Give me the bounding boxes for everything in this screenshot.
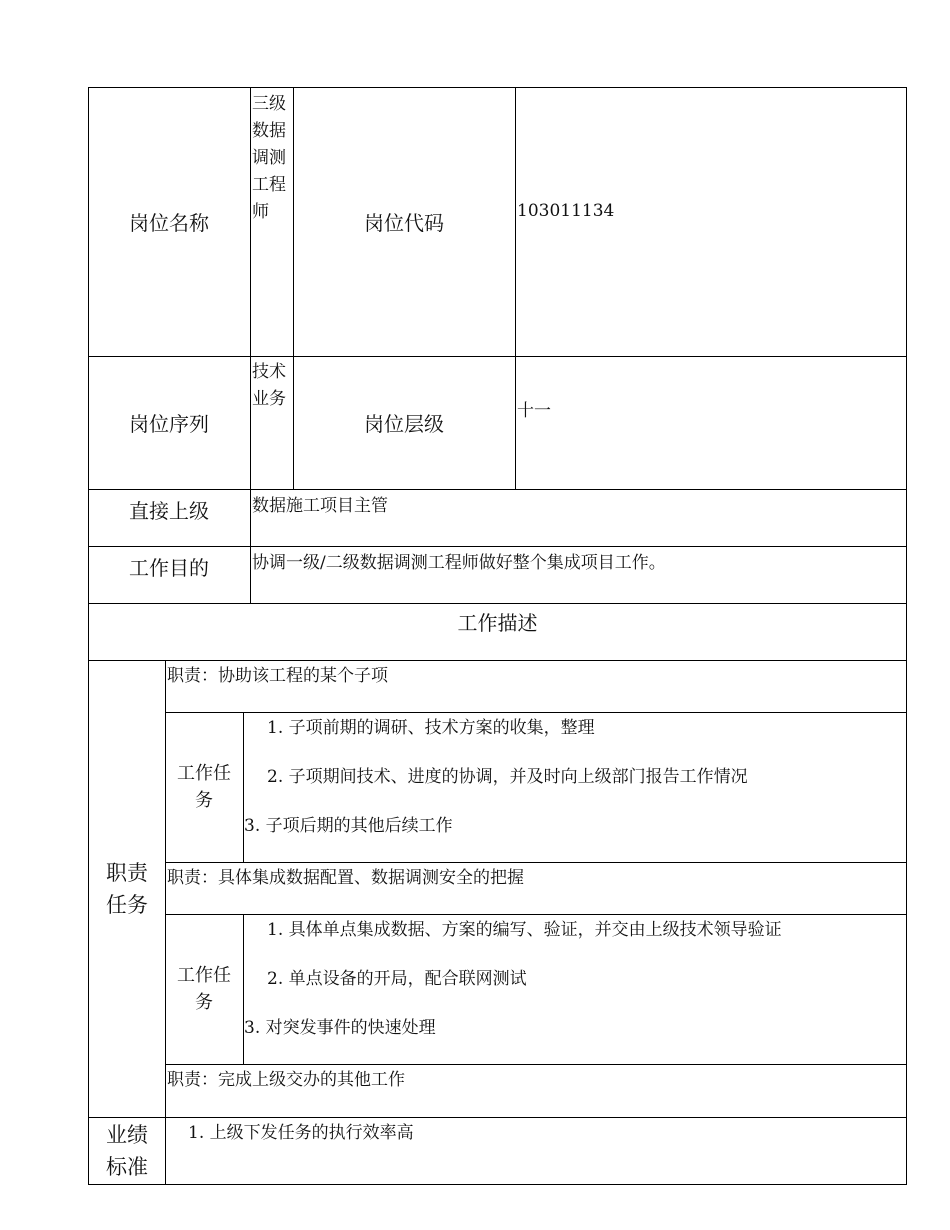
table-border-bottom xyxy=(88,1184,907,1185)
performance-label: 业绩标准 xyxy=(106,1122,148,1179)
col-divider xyxy=(165,660,166,1185)
row-divider xyxy=(88,1117,907,1118)
position-name-value: 三级数据调测工程师 xyxy=(252,94,286,222)
purpose-value: 协调一级/二级数据调测工程师做好整个集成项目工作。 xyxy=(252,553,666,573)
task-label: 工作任务 xyxy=(177,965,231,1013)
task-label: 工作任务 xyxy=(177,763,231,811)
purpose-label: 工作目的 xyxy=(129,555,209,580)
duty-text: 职责：协助该工程的某个子项 xyxy=(167,666,388,686)
superior-label: 直接上级 xyxy=(129,498,209,523)
job-description-table xyxy=(88,87,907,1185)
duty-text: 职责：具体集成数据配置、数据调测安全的把握 xyxy=(167,868,524,888)
duties-side-label: 职责任务 xyxy=(106,860,148,917)
col-divider xyxy=(243,914,244,1064)
task-item: 3. 子项后期的其他后续工作 xyxy=(244,816,453,836)
task-item: 1. 具体单点集成数据、方案的编写、验证，并交由上级技术领导验证 xyxy=(267,920,782,940)
row-divider xyxy=(165,712,907,713)
task-item: 2. 子项期间技术、进度的协调，并及时向上级部门报告工作情况 xyxy=(267,767,748,787)
duty-text: 职责：完成上级交办的其他工作 xyxy=(167,1070,405,1090)
row-divider xyxy=(165,914,907,915)
position-level-label: 岗位层级 xyxy=(364,412,444,436)
position-series-value: 技术业务 xyxy=(252,362,286,409)
row-divider xyxy=(88,603,907,604)
task-item: 2. 单点设备的开局，配合联网测试 xyxy=(267,969,527,989)
task-item: 1. 子项前期的调研、技术方案的收集，整理 xyxy=(267,718,595,738)
position-code-label: 岗位代码 xyxy=(364,211,444,235)
superior-value: 数据施工项目主管 xyxy=(252,496,388,516)
position-series-label: 岗位序列 xyxy=(129,412,209,436)
col-divider xyxy=(243,712,244,862)
task-item: 3. 对突发事件的快速处理 xyxy=(244,1018,436,1038)
position-level-value: 十一 xyxy=(517,401,551,421)
row-divider xyxy=(88,660,907,661)
col-divider xyxy=(515,87,516,489)
performance-item: 1. 上级下发任务的执行效率高 xyxy=(188,1123,414,1143)
position-code-value: 103011134 xyxy=(517,201,615,221)
row-divider xyxy=(165,862,907,863)
position-name-label: 岗位名称 xyxy=(129,211,209,235)
work-description-title: 工作描述 xyxy=(457,611,538,635)
row-divider xyxy=(165,1064,907,1065)
